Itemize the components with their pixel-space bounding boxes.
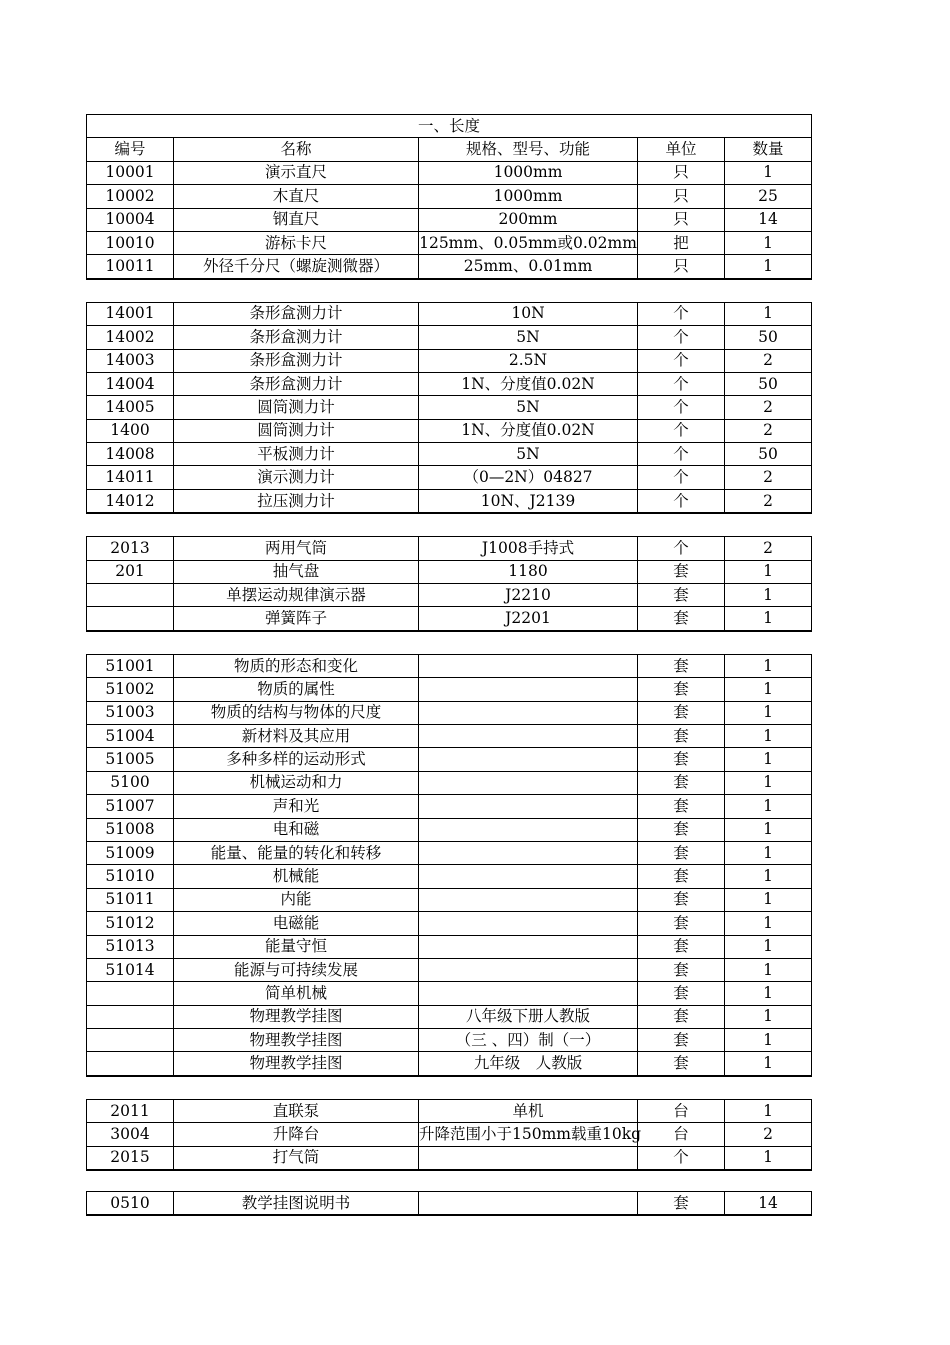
name-cell: 直联泵 bbox=[174, 1099, 419, 1122]
unit-cell: 套 bbox=[638, 818, 725, 841]
spec-cell bbox=[419, 654, 638, 677]
header-row bbox=[87, 138, 812, 161]
id-cell: 51008 bbox=[87, 818, 174, 841]
id-cell: 51011 bbox=[87, 888, 174, 911]
unit-cell: 个 bbox=[638, 1146, 725, 1170]
table-row bbox=[87, 982, 812, 1005]
unit-cell: 个 bbox=[638, 537, 725, 560]
spec-cell bbox=[419, 678, 638, 701]
id-cell: 3004 bbox=[87, 1123, 174, 1146]
name-cell: 电磁能 bbox=[174, 912, 419, 935]
id-cell: 0510 bbox=[87, 1192, 174, 1216]
spec-cell: 1N、分度值0.02N bbox=[419, 372, 638, 395]
name-cell: 物理教学挂图 bbox=[174, 1029, 419, 1052]
qty-cell: 1 bbox=[725, 771, 812, 794]
table-row bbox=[87, 419, 812, 442]
unit-cell: 套 bbox=[638, 560, 725, 583]
spec-cell: J1008手持式 bbox=[419, 537, 638, 560]
block-spacer bbox=[86, 632, 811, 654]
spec-cell bbox=[419, 701, 638, 724]
unit-cell: 套 bbox=[638, 584, 725, 607]
unit-cell: 把 bbox=[638, 231, 725, 254]
unit-cell: 套 bbox=[638, 982, 725, 1005]
column-header: 名称 bbox=[174, 138, 419, 161]
id-cell: 51002 bbox=[87, 678, 174, 701]
name-cell: 多种多样的运动形式 bbox=[174, 748, 419, 771]
table-row bbox=[87, 795, 812, 818]
id-cell: 10004 bbox=[87, 208, 174, 231]
name-cell: 简单机械 bbox=[174, 982, 419, 1005]
spec-cell bbox=[419, 1146, 638, 1170]
qty-cell: 1 bbox=[725, 1146, 812, 1170]
qty-cell: 14 bbox=[725, 1192, 812, 1216]
id-cell: 14002 bbox=[87, 326, 174, 349]
unit-cell: 套 bbox=[638, 1029, 725, 1052]
unit-cell: 套 bbox=[638, 678, 725, 701]
qty-cell: 1 bbox=[725, 1005, 812, 1028]
equipment-table-block bbox=[86, 654, 812, 1077]
name-cell: 能量、能量的转化和转移 bbox=[174, 841, 419, 864]
table-row bbox=[87, 748, 812, 771]
name-cell: 条形盒测力计 bbox=[174, 326, 419, 349]
block-spacer bbox=[86, 280, 811, 302]
table-row bbox=[87, 255, 812, 279]
id-cell: 10011 bbox=[87, 255, 174, 279]
id-cell: 51003 bbox=[87, 701, 174, 724]
table-row bbox=[87, 888, 812, 911]
id-cell: 2015 bbox=[87, 1146, 174, 1170]
id-cell: 2011 bbox=[87, 1099, 174, 1122]
name-cell: 演示直尺 bbox=[174, 161, 419, 184]
table-row bbox=[87, 560, 812, 583]
id-cell: 201 bbox=[87, 560, 174, 583]
spec-cell bbox=[419, 841, 638, 864]
id-cell: 51007 bbox=[87, 795, 174, 818]
name-cell: 圆筒测力计 bbox=[174, 419, 419, 442]
spec-cell: 5N bbox=[419, 396, 638, 419]
qty-cell: 1 bbox=[725, 678, 812, 701]
table-row bbox=[87, 443, 812, 466]
unit-cell: 套 bbox=[638, 1052, 725, 1076]
unit-cell: 个 bbox=[638, 372, 725, 395]
unit-cell: 套 bbox=[638, 701, 725, 724]
spec-cell: 1N、分度值0.02N bbox=[419, 419, 638, 442]
unit-cell: 个 bbox=[638, 349, 725, 372]
name-cell: 弹簧阵子 bbox=[174, 607, 419, 631]
name-cell: 物质的结构与物体的尺度 bbox=[174, 701, 419, 724]
spec-cell: J2201 bbox=[419, 607, 638, 631]
spec-cell: 八年级下册人教版 bbox=[419, 1005, 638, 1028]
name-cell: 平板测力计 bbox=[174, 443, 419, 466]
id-cell: 51001 bbox=[87, 654, 174, 677]
id-cell: 51009 bbox=[87, 841, 174, 864]
id-cell: 10001 bbox=[87, 161, 174, 184]
unit-cell: 套 bbox=[638, 888, 725, 911]
table-row bbox=[87, 466, 812, 489]
name-cell: 能量守恒 bbox=[174, 935, 419, 958]
unit-cell: 套 bbox=[638, 771, 725, 794]
table-row bbox=[87, 865, 812, 888]
equipment-sheet bbox=[86, 114, 811, 1216]
spec-cell bbox=[419, 771, 638, 794]
unit-cell: 台 bbox=[638, 1123, 725, 1146]
unit-cell: 只 bbox=[638, 185, 725, 208]
name-cell: 能源与可持续发展 bbox=[174, 958, 419, 981]
unit-cell: 个 bbox=[638, 302, 725, 325]
id-cell: 14008 bbox=[87, 443, 174, 466]
qty-cell: 2 bbox=[725, 349, 812, 372]
spec-cell bbox=[419, 748, 638, 771]
qty-cell: 1 bbox=[725, 958, 812, 981]
name-cell: 条形盒测力计 bbox=[174, 372, 419, 395]
unit-cell: 只 bbox=[638, 255, 725, 279]
table-row bbox=[87, 912, 812, 935]
qty-cell: 1 bbox=[725, 1099, 812, 1122]
id-cell: 2013 bbox=[87, 537, 174, 560]
column-header: 编号 bbox=[87, 138, 174, 161]
spec-cell: 25mm、0.01mm bbox=[419, 255, 638, 279]
table-row bbox=[87, 161, 812, 184]
table-row bbox=[87, 958, 812, 981]
qty-cell: 2 bbox=[725, 1123, 812, 1146]
qty-cell: 2 bbox=[725, 396, 812, 419]
qty-cell: 2 bbox=[725, 419, 812, 442]
block-spacer bbox=[86, 1077, 811, 1099]
qty-cell: 1 bbox=[725, 231, 812, 254]
id-cell: 51013 bbox=[87, 935, 174, 958]
unit-cell: 个 bbox=[638, 466, 725, 489]
id-cell: 51012 bbox=[87, 912, 174, 935]
id-cell: 51010 bbox=[87, 865, 174, 888]
spec-cell: 1000mm bbox=[419, 185, 638, 208]
qty-cell: 1 bbox=[725, 912, 812, 935]
table-row bbox=[87, 935, 812, 958]
id-cell: 14003 bbox=[87, 349, 174, 372]
name-cell: 电和磁 bbox=[174, 818, 419, 841]
name-cell: 抽气盘 bbox=[174, 560, 419, 583]
qty-cell: 1 bbox=[725, 161, 812, 184]
id-cell bbox=[87, 1005, 174, 1028]
spec-cell bbox=[419, 865, 638, 888]
qty-cell: 1 bbox=[725, 255, 812, 279]
spec-cell bbox=[419, 1192, 638, 1216]
id-cell: 51005 bbox=[87, 748, 174, 771]
qty-cell: 1 bbox=[725, 935, 812, 958]
spec-cell bbox=[419, 982, 638, 1005]
table-row bbox=[87, 701, 812, 724]
unit-cell: 只 bbox=[638, 161, 725, 184]
equipment-table-block bbox=[86, 302, 812, 515]
id-cell: 51014 bbox=[87, 958, 174, 981]
table-row bbox=[87, 185, 812, 208]
column-header: 数量 bbox=[725, 138, 812, 161]
qty-cell: 1 bbox=[725, 888, 812, 911]
name-cell: 物理教学挂图 bbox=[174, 1052, 419, 1076]
table-row bbox=[87, 818, 812, 841]
name-cell: 新材料及其应用 bbox=[174, 724, 419, 747]
qty-cell: 2 bbox=[725, 537, 812, 560]
name-cell: 打气筒 bbox=[174, 1146, 419, 1170]
name-cell: 圆筒测力计 bbox=[174, 396, 419, 419]
table-row bbox=[87, 396, 812, 419]
qty-cell: 1 bbox=[725, 1029, 812, 1052]
unit-cell: 只 bbox=[638, 208, 725, 231]
spec-cell: （0—2N）04827 bbox=[419, 466, 638, 489]
qty-cell: 1 bbox=[725, 654, 812, 677]
table-row bbox=[87, 1052, 812, 1076]
spec-cell bbox=[419, 795, 638, 818]
name-cell: 拉压测力计 bbox=[174, 489, 419, 513]
table-row bbox=[87, 724, 812, 747]
name-cell: 物质的属性 bbox=[174, 678, 419, 701]
table-row bbox=[87, 231, 812, 254]
spec-cell: J2210 bbox=[419, 584, 638, 607]
table-row bbox=[87, 584, 812, 607]
id-cell bbox=[87, 1052, 174, 1076]
unit-cell: 套 bbox=[638, 912, 725, 935]
spec-cell: （三 、四）制（一） bbox=[419, 1029, 638, 1052]
name-cell: 物质的形态和变化 bbox=[174, 654, 419, 677]
table-row bbox=[87, 1029, 812, 1052]
table-row bbox=[87, 1099, 812, 1122]
name-cell: 木直尺 bbox=[174, 185, 419, 208]
id-cell: 5100 bbox=[87, 771, 174, 794]
name-cell: 内能 bbox=[174, 888, 419, 911]
qty-cell: 1 bbox=[725, 724, 812, 747]
unit-cell: 套 bbox=[638, 1192, 725, 1216]
spec-cell: 200mm bbox=[419, 208, 638, 231]
unit-cell: 套 bbox=[638, 795, 725, 818]
name-cell: 教学挂图说明书 bbox=[174, 1192, 419, 1216]
qty-cell: 25 bbox=[725, 185, 812, 208]
spec-cell bbox=[419, 935, 638, 958]
spec-cell: 单机 bbox=[419, 1099, 638, 1122]
qty-cell: 50 bbox=[725, 443, 812, 466]
table-row bbox=[87, 654, 812, 677]
name-cell: 机械运动和力 bbox=[174, 771, 419, 794]
unit-cell: 套 bbox=[638, 1005, 725, 1028]
qty-cell: 1 bbox=[725, 584, 812, 607]
block-spacer bbox=[86, 1171, 811, 1191]
unit-cell: 套 bbox=[638, 958, 725, 981]
section-title: 一、长度 bbox=[87, 115, 812, 138]
name-cell: 条形盒测力计 bbox=[174, 349, 419, 372]
unit-cell: 套 bbox=[638, 935, 725, 958]
name-cell: 演示测力计 bbox=[174, 466, 419, 489]
table-row bbox=[87, 349, 812, 372]
table-row bbox=[87, 372, 812, 395]
table-row bbox=[87, 326, 812, 349]
qty-cell: 1 bbox=[725, 865, 812, 888]
qty-cell: 14 bbox=[725, 208, 812, 231]
unit-cell: 个 bbox=[638, 326, 725, 349]
qty-cell: 1 bbox=[725, 302, 812, 325]
equipment-table-block bbox=[86, 1099, 812, 1171]
equipment-table-block bbox=[86, 1191, 812, 1216]
id-cell: 51004 bbox=[87, 724, 174, 747]
table-row bbox=[87, 1146, 812, 1170]
qty-cell: 1 bbox=[725, 818, 812, 841]
spec-cell: 1000mm bbox=[419, 161, 638, 184]
unit-cell: 套 bbox=[638, 607, 725, 631]
spec-cell bbox=[419, 724, 638, 747]
table-row bbox=[87, 208, 812, 231]
unit-cell: 个 bbox=[638, 419, 725, 442]
unit-cell: 套 bbox=[638, 865, 725, 888]
name-cell: 单摆运动规律演示器 bbox=[174, 584, 419, 607]
name-cell: 两用气筒 bbox=[174, 537, 419, 560]
name-cell: 外径千分尺（螺旋测微器） bbox=[174, 255, 419, 279]
qty-cell: 1 bbox=[725, 982, 812, 1005]
unit-cell: 个 bbox=[638, 396, 725, 419]
qty-cell: 1 bbox=[725, 607, 812, 631]
name-cell: 钢直尺 bbox=[174, 208, 419, 231]
equipment-table-block bbox=[86, 536, 812, 632]
spec-cell: 2.5N bbox=[419, 349, 638, 372]
spec-cell bbox=[419, 818, 638, 841]
unit-cell: 套 bbox=[638, 724, 725, 747]
unit-cell: 台 bbox=[638, 1099, 725, 1122]
table-row bbox=[87, 489, 812, 513]
column-header: 规格、型号、功能 bbox=[419, 138, 638, 161]
name-cell: 游标卡尺 bbox=[174, 231, 419, 254]
name-cell: 条形盒测力计 bbox=[174, 302, 419, 325]
id-cell bbox=[87, 982, 174, 1005]
qty-cell: 1 bbox=[725, 841, 812, 864]
spec-cell bbox=[419, 888, 638, 911]
unit-cell: 个 bbox=[638, 443, 725, 466]
spec-cell bbox=[419, 958, 638, 981]
qty-cell: 50 bbox=[725, 372, 812, 395]
unit-cell: 套 bbox=[638, 748, 725, 771]
id-cell bbox=[87, 1029, 174, 1052]
id-cell: 10010 bbox=[87, 231, 174, 254]
id-cell: 14012 bbox=[87, 489, 174, 513]
id-cell: 14011 bbox=[87, 466, 174, 489]
table-row bbox=[87, 1123, 812, 1146]
name-cell: 机械能 bbox=[174, 865, 419, 888]
id-cell bbox=[87, 607, 174, 631]
name-cell: 物理教学挂图 bbox=[174, 1005, 419, 1028]
qty-cell: 1 bbox=[725, 560, 812, 583]
qty-cell: 1 bbox=[725, 748, 812, 771]
spec-cell: 5N bbox=[419, 443, 638, 466]
qty-cell: 1 bbox=[725, 795, 812, 818]
table-row bbox=[87, 841, 812, 864]
spec-cell: 5N bbox=[419, 326, 638, 349]
table-row bbox=[87, 1192, 812, 1216]
spec-cell bbox=[419, 912, 638, 935]
equipment-table-block bbox=[86, 114, 812, 280]
name-cell: 升降台 bbox=[174, 1123, 419, 1146]
spec-cell: 1180 bbox=[419, 560, 638, 583]
id-cell: 10002 bbox=[87, 185, 174, 208]
id-cell: 14001 bbox=[87, 302, 174, 325]
unit-cell: 个 bbox=[638, 489, 725, 513]
qty-cell: 2 bbox=[725, 489, 812, 513]
unit-cell: 套 bbox=[638, 841, 725, 864]
section-title-row bbox=[87, 115, 812, 138]
spec-cell: 九年级 人教版 bbox=[419, 1052, 638, 1076]
qty-cell: 1 bbox=[725, 1052, 812, 1076]
table-row bbox=[87, 1005, 812, 1028]
table-row bbox=[87, 771, 812, 794]
unit-cell: 套 bbox=[638, 654, 725, 677]
table-row bbox=[87, 537, 812, 560]
id-cell: 14005 bbox=[87, 396, 174, 419]
spec-cell: 10N bbox=[419, 302, 638, 325]
id-cell: 14004 bbox=[87, 372, 174, 395]
id-cell bbox=[87, 584, 174, 607]
spec-cell: 125mm、0.05mm或0.02mm bbox=[419, 231, 638, 254]
table-row bbox=[87, 302, 812, 325]
table-row bbox=[87, 607, 812, 631]
spec-cell: 10N、J2139 bbox=[419, 489, 638, 513]
qty-cell: 1 bbox=[725, 701, 812, 724]
block-spacer bbox=[86, 514, 811, 536]
qty-cell: 2 bbox=[725, 466, 812, 489]
spec-cell: 升降范围小于150mm载重10kg bbox=[419, 1123, 638, 1146]
name-cell: 声和光 bbox=[174, 795, 419, 818]
id-cell: 1400 bbox=[87, 419, 174, 442]
qty-cell: 50 bbox=[725, 326, 812, 349]
table-row bbox=[87, 678, 812, 701]
column-header: 单位 bbox=[638, 138, 725, 161]
